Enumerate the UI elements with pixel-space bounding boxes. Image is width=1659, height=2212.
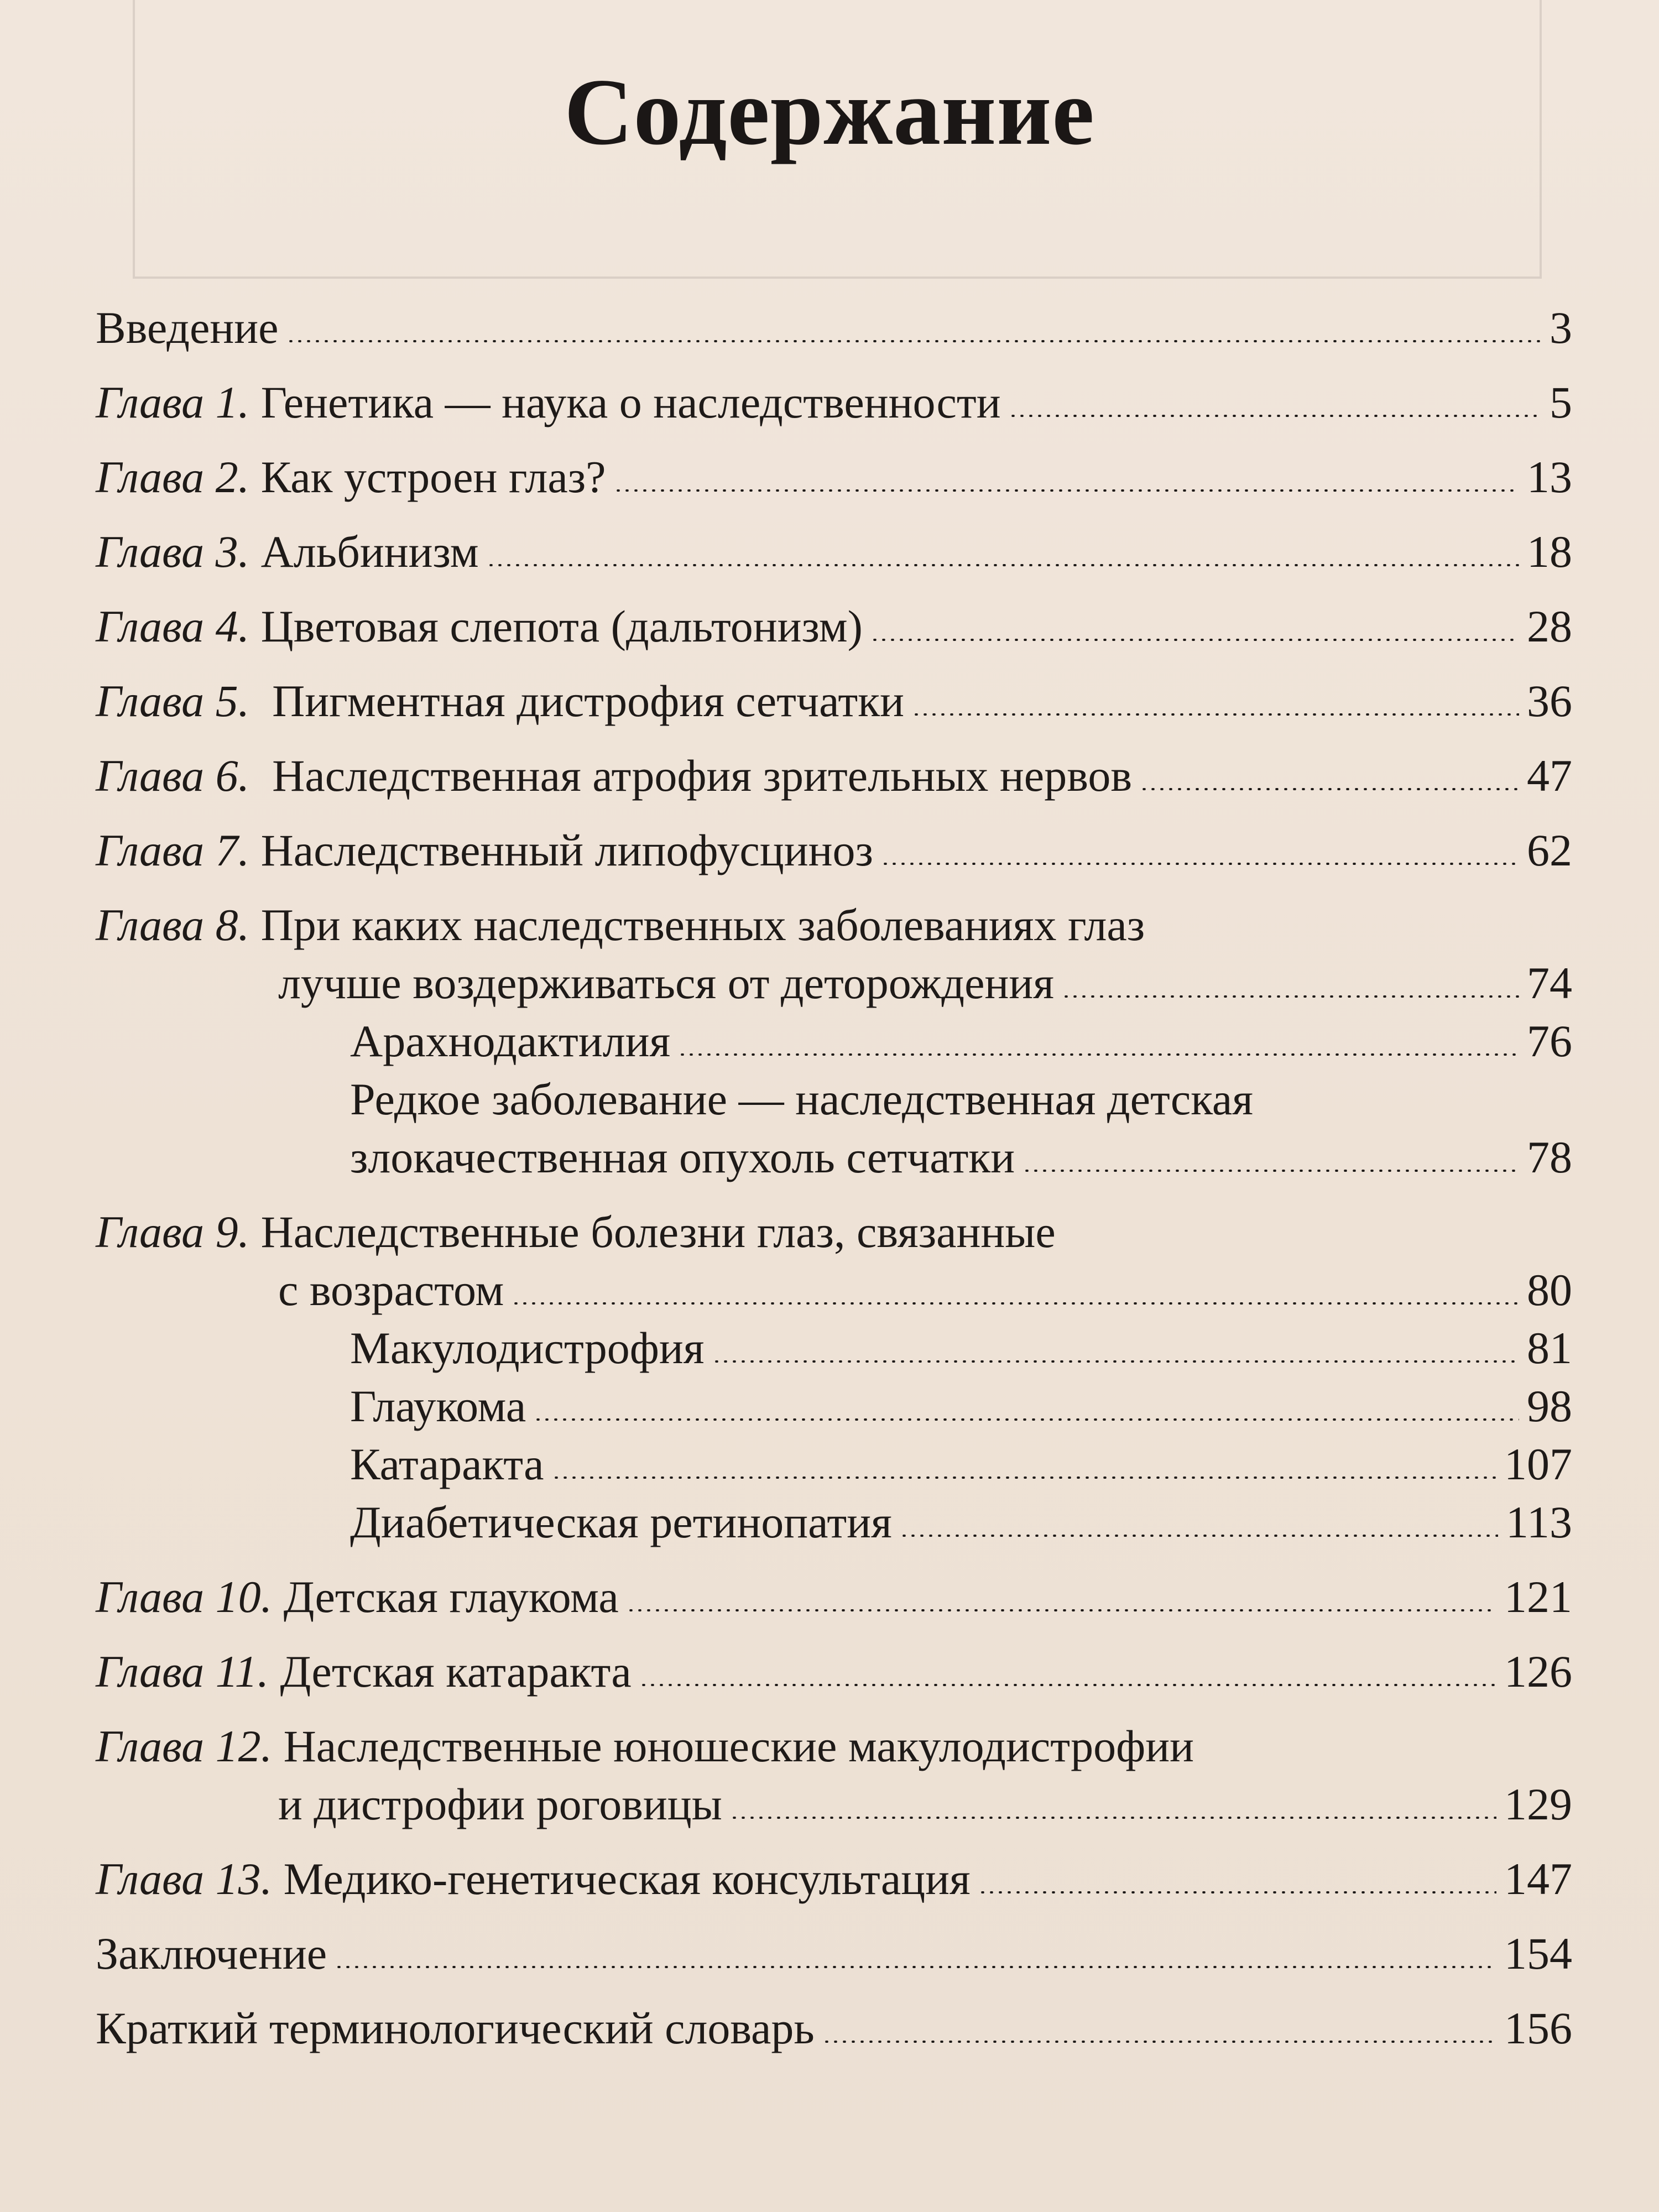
dot-leader — [534, 1418, 1519, 1421]
page-number: 13 — [1527, 452, 1572, 502]
chapter-prefix: Глава 1. — [96, 377, 250, 427]
toc-entry — [96, 1775, 1572, 1833]
dot-leader — [870, 639, 1519, 641]
page-number: 78 — [1527, 1132, 1572, 1182]
page-number: 36 — [1527, 676, 1572, 726]
page-number: 28 — [1527, 601, 1572, 651]
entry-title: Диабетическая ретинопатия — [350, 1497, 892, 1547]
dot-leader — [512, 1302, 1519, 1305]
toc-entry — [96, 373, 1572, 431]
page-number: 154 — [1504, 1928, 1572, 1979]
dot-leader — [712, 1360, 1519, 1363]
dot-leader — [1009, 415, 1542, 417]
chapter-prefix: Глава 4. — [96, 601, 250, 651]
page-number: 18 — [1527, 526, 1572, 577]
toc-subentry — [96, 1319, 1572, 1377]
entry-title: При каких наследственных заболеваниях глаз — [249, 900, 1145, 950]
dot-leader — [552, 1477, 1496, 1479]
page-number: 81 — [1527, 1323, 1572, 1373]
toc-entry — [96, 1642, 1572, 1700]
dot-leader — [900, 1535, 1498, 1537]
page-number: 3 — [1550, 302, 1572, 353]
dot-leader — [1022, 1170, 1519, 1172]
page-number: 107 — [1504, 1439, 1572, 1489]
entry-title: Глаукома — [350, 1381, 526, 1431]
toc-entry — [96, 1203, 1572, 1261]
entry-title: Наследственные болезни глаз, связанные — [249, 1207, 1056, 1257]
dot-leader — [678, 1053, 1519, 1056]
toc-entry — [96, 299, 1572, 357]
toc-entry — [96, 954, 1572, 1012]
dot-leader — [627, 1609, 1496, 1611]
chapter-prefix: Глава 8. — [96, 900, 250, 950]
entry-title: Альбинизм — [249, 526, 479, 577]
page-number: 80 — [1527, 1265, 1572, 1315]
page-number: 62 — [1527, 825, 1572, 875]
toc-entry — [96, 1261, 1572, 1319]
dot-leader — [1062, 995, 1519, 998]
entry-title: Детская глаукома — [272, 1572, 619, 1622]
entry-title: Введение — [96, 302, 279, 353]
entry-title: Краткий терминологический словарь — [96, 2003, 815, 2053]
entry-title-continued: с возрастом — [278, 1265, 504, 1315]
chapter-prefix: Глава 5. — [96, 676, 250, 726]
toc-entry — [96, 821, 1572, 879]
toc-subentry — [96, 1435, 1572, 1493]
dot-leader — [730, 1817, 1496, 1819]
toc-entry — [96, 597, 1572, 655]
dot-leader — [335, 1966, 1496, 1968]
dot-leader — [614, 489, 1519, 492]
toc-subentry — [96, 1377, 1572, 1435]
dot-leader — [978, 1891, 1496, 1893]
entry-title: Катаракта — [350, 1439, 544, 1489]
entry-title: Генетика — наука о наследственности — [249, 377, 1001, 427]
dot-leader — [822, 2041, 1496, 2043]
toc-entry — [96, 896, 1572, 954]
chapter-prefix: Глава 11. — [96, 1646, 269, 1697]
toc-entry — [96, 1717, 1572, 1775]
page-number: 126 — [1504, 1646, 1572, 1697]
entry-title: Цветовая слепота (дальтонизм) — [249, 601, 863, 651]
dot-leader — [1140, 788, 1519, 790]
toc-subentry — [96, 1493, 1572, 1551]
chapter-prefix: Глава 6. — [96, 750, 250, 801]
chapter-prefix: Глава 9. — [96, 1207, 250, 1257]
chapter-prefix: Глава 7. — [96, 825, 250, 875]
page-number: 74 — [1527, 958, 1572, 1008]
toc-entry — [96, 1850, 1572, 1908]
entry-title: Заключение — [96, 1928, 327, 1979]
toc-entry — [96, 1924, 1572, 1983]
dot-leader — [487, 564, 1519, 566]
chapter-prefix: Глава 13. — [96, 1854, 273, 1904]
chapter-prefix: Глава 12. — [96, 1721, 273, 1771]
page-number: 98 — [1527, 1381, 1572, 1431]
page-number: 147 — [1504, 1854, 1572, 1904]
toc-entry — [96, 448, 1572, 506]
entry-title: Наследственная атрофия зрительных нервов — [249, 750, 1133, 801]
page-number: 5 — [1550, 377, 1572, 427]
entry-title: Макулодистрофия — [350, 1323, 705, 1373]
dot-leader — [912, 713, 1519, 716]
page-title: Содержание — [564, 60, 1095, 165]
toc-subentry — [96, 1012, 1572, 1070]
table-of-contents — [96, 299, 1572, 2057]
toc-entry — [96, 747, 1572, 805]
chapter-prefix: Глава 2. — [96, 452, 250, 502]
entry-title: Редкое заболевание — наследственная детская — [350, 1074, 1253, 1124]
dot-leader — [881, 863, 1519, 865]
toc-entry — [96, 523, 1572, 581]
entry-title: Детская катаракта — [269, 1646, 632, 1697]
toc-entry — [96, 672, 1572, 730]
toc-entry — [96, 1999, 1572, 2057]
page-number: 156 — [1504, 2003, 1572, 2053]
dot-leader — [639, 1684, 1496, 1686]
toc-subentry — [96, 1070, 1572, 1128]
entry-title-continued: злокачественная опухоль сетчатки — [350, 1132, 1015, 1182]
entry-title: Медико-генетическая консультация — [272, 1854, 971, 1904]
toc-entry — [96, 1568, 1572, 1626]
entry-title: Наследственные юношеские макулодистрофии — [272, 1721, 1194, 1771]
entry-title: Как устроен глаз? — [249, 452, 606, 502]
chapter-prefix: Глава 3. — [96, 526, 250, 577]
entry-title: Арахнодактилия — [350, 1016, 671, 1066]
page-number: 129 — [1504, 1779, 1572, 1829]
chapter-prefix: Глава 10. — [96, 1572, 273, 1622]
page-number: 76 — [1527, 1016, 1572, 1066]
entry-title: Пигментная дистрофия сетчатки — [249, 676, 904, 726]
entry-title: Наследственный липофусциноз — [249, 825, 873, 875]
dot-leader — [286, 340, 1542, 342]
entry-title-continued: и дистрофии роговицы — [278, 1779, 722, 1829]
entry-title-continued: лучше воздерживаться от деторождения — [278, 958, 1055, 1008]
toc-subentry — [96, 1128, 1572, 1186]
page-number: 47 — [1527, 750, 1572, 801]
page-number: 113 — [1506, 1497, 1572, 1547]
page-number: 121 — [1504, 1572, 1572, 1622]
